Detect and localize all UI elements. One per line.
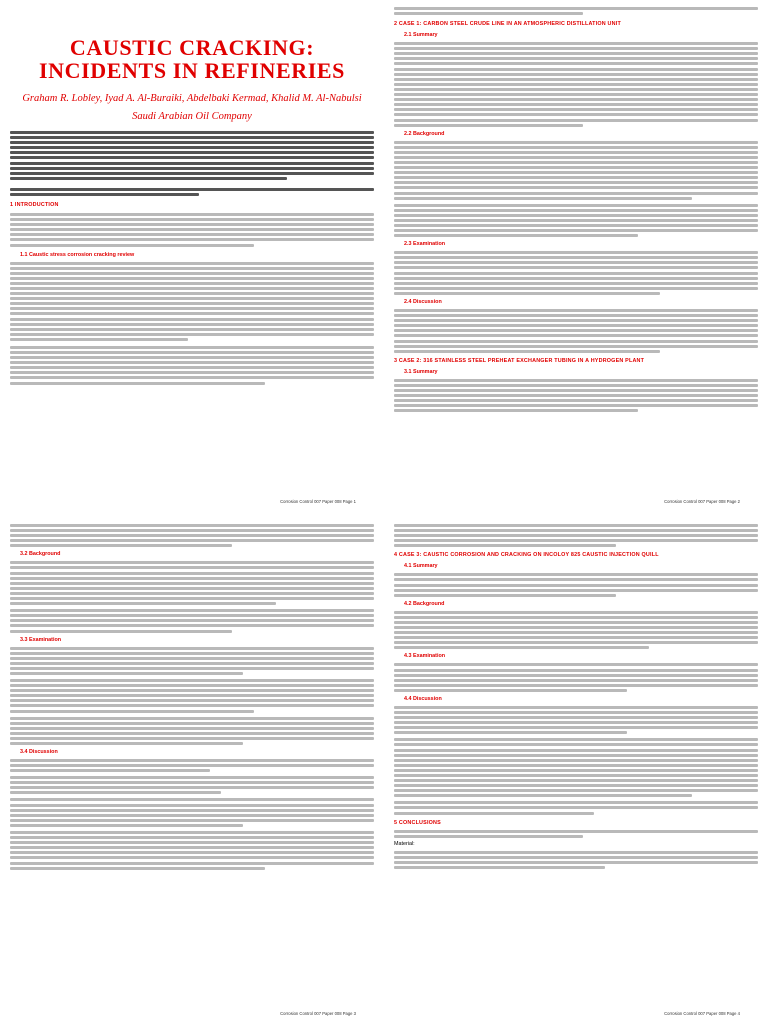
text-line (394, 181, 758, 184)
body-paragraph (394, 7, 758, 15)
text-line (10, 361, 374, 364)
text-line (394, 584, 758, 587)
text-line (394, 78, 758, 81)
text-line (10, 188, 374, 191)
text-line (10, 624, 374, 627)
subsection-heading: 3.2 Background (20, 551, 61, 558)
text-line (394, 57, 758, 60)
text-line (394, 68, 758, 71)
body-paragraph (394, 251, 758, 295)
text-line (394, 282, 758, 285)
text-line (394, 384, 758, 387)
text-line (394, 324, 758, 327)
text-line (10, 587, 374, 590)
text-line (10, 218, 374, 221)
keywords-paragraph (10, 188, 374, 196)
text-line (10, 856, 374, 859)
text-line (10, 292, 374, 295)
text-line (10, 539, 374, 542)
subsection-heading: 4.2 Background (404, 600, 445, 607)
text-line (394, 616, 758, 619)
text-line (10, 307, 374, 310)
text-line (10, 351, 374, 354)
text-line (10, 318, 374, 321)
text-line (10, 759, 374, 762)
text-line (394, 721, 758, 724)
text-line (394, 830, 758, 833)
body-paragraph (394, 309, 758, 353)
subsection-heading: 4.3 Examination (404, 653, 446, 660)
section-heading: 2 CASE 1: CARBON STEEL CRUDE LINE IN AN ATMOSPHERIC DISTILLATION UNIT (394, 21, 621, 28)
text-line (394, 314, 758, 317)
text-line (10, 727, 374, 730)
body-paragraph (10, 776, 374, 794)
text-line (10, 836, 374, 839)
text-line (10, 704, 374, 707)
text-line (10, 213, 374, 216)
text-line (10, 804, 374, 807)
text-line (394, 801, 758, 804)
body-paragraph (10, 831, 374, 870)
text-line (394, 214, 758, 217)
text-line (10, 141, 374, 144)
body-paragraph (10, 609, 374, 632)
text-line (394, 329, 758, 332)
text-line (394, 83, 758, 86)
text-line (394, 626, 758, 629)
text-line (394, 641, 758, 644)
section-heading: 3 CASE 2: 316 STAINLESS STEEL PREHEAT EXCHANGER TUBING IN A HYDROGEN PLANT (394, 357, 645, 364)
text-line (10, 851, 374, 854)
section-heading: 4 CASE 3: CAUSTIC CORROSION AND CRACKING ON INCOLOY 825 CAUSTIC INJECTION QUILL (394, 552, 659, 559)
body-paragraph (10, 262, 374, 341)
text-line (394, 42, 758, 45)
subsection-heading: 1.1 Caustic stress corrosion cracking review (20, 251, 135, 258)
text-line (394, 754, 758, 757)
text-line (10, 312, 374, 315)
text-line (394, 156, 758, 159)
text-line (10, 577, 374, 580)
text-line (394, 674, 758, 677)
text-line (394, 684, 758, 687)
text-line (394, 404, 758, 407)
subsection-heading: 2.4 Discussion (404, 298, 442, 305)
title-line-1: CAUSTIC CRACKING: (69, 35, 315, 60)
text-line (394, 88, 758, 91)
title-line-2: INCIDENTS IN REFINERIES (39, 58, 345, 83)
body-paragraph (10, 524, 374, 547)
text-line (394, 98, 758, 101)
text-line (394, 631, 758, 634)
body-paragraph (10, 717, 374, 745)
text-line (10, 272, 374, 275)
text-line (394, 806, 758, 809)
text-line (10, 592, 374, 595)
text-line (10, 647, 374, 650)
text-line (394, 534, 758, 537)
text-line (10, 297, 374, 300)
text-line (10, 346, 374, 349)
page-1 (10, 4, 374, 510)
text-line (394, 151, 758, 154)
text-line (394, 743, 758, 746)
text-line (394, 529, 758, 532)
section-heading: 5 CONCLUSIONS (394, 819, 441, 826)
text-line (394, 47, 758, 50)
text-line (394, 52, 758, 55)
text-line (394, 389, 758, 392)
author-list: Graham R. Lobley, Iyad A. Al-Buraiki, Abdelbaki Kermad, Khalid M. Al-Nabulsi (22, 93, 362, 104)
text-line (10, 131, 374, 134)
text-line (394, 866, 605, 869)
text-line (394, 759, 758, 762)
text-line (10, 684, 374, 687)
text-line (394, 345, 758, 348)
text-line (394, 266, 758, 269)
text-line (10, 776, 374, 779)
text-line (10, 619, 374, 622)
text-line (10, 376, 374, 379)
subsection-heading: 2.3 Examination (404, 241, 446, 248)
text-line (394, 726, 758, 729)
text-line (10, 722, 374, 725)
body-paragraph (394, 851, 758, 869)
text-line (10, 831, 374, 834)
body-paragraph (394, 611, 758, 650)
text-line (10, 534, 374, 537)
text-line (394, 287, 758, 290)
text-line (394, 93, 758, 96)
text-line (10, 737, 374, 740)
text-line (394, 749, 758, 752)
text-line (10, 172, 374, 175)
text-line (10, 146, 374, 149)
text-line (394, 340, 758, 343)
text-line (394, 711, 758, 714)
text-line (394, 309, 758, 312)
text-line (10, 862, 374, 865)
body-paragraph (394, 524, 758, 547)
page-2 (394, 4, 758, 510)
text-line (10, 328, 374, 331)
page-footer: Corrosion Control 007 Paper 008 Page 3 (280, 1011, 356, 1016)
text-line (10, 287, 374, 290)
text-line (394, 524, 758, 527)
text-line (394, 669, 758, 672)
subsection-heading: 3.4 Discussion (20, 749, 58, 755)
body-paragraph (10, 679, 374, 713)
text-line (10, 162, 374, 165)
text-line (394, 119, 758, 122)
text-line (10, 609, 374, 612)
text-line (394, 738, 758, 741)
text-line (10, 136, 374, 139)
text-line (394, 62, 758, 65)
text-line (10, 302, 374, 305)
text-line (10, 694, 374, 697)
body-paragraph (394, 706, 758, 734)
text-line (10, 679, 374, 682)
text-line (10, 277, 374, 280)
text-line (10, 524, 374, 527)
text-line (394, 166, 758, 169)
text-line (394, 319, 758, 322)
text-line (10, 167, 374, 170)
text-line (394, 141, 758, 144)
subsection-heading: 2.1 Summary (404, 32, 438, 39)
text-line (394, 861, 758, 864)
text-line (10, 699, 374, 702)
page-footer: Corrosion Control 007 Paper 008 Page 4 (664, 1011, 740, 1016)
text-line (394, 851, 758, 854)
text-line (10, 781, 374, 784)
text-line (394, 589, 758, 592)
text-line (394, 103, 758, 106)
body-paragraph (10, 759, 374, 772)
text-line (10, 267, 374, 270)
text-line (10, 689, 374, 692)
text-line (10, 233, 374, 236)
text-line (394, 636, 758, 639)
text-line (394, 171, 758, 174)
text-line (10, 356, 374, 359)
paper-title (10, 36, 374, 82)
text-line (394, 764, 758, 767)
text-line (10, 238, 374, 241)
body-paragraph (394, 204, 758, 238)
text-line (10, 786, 374, 789)
text-line (394, 663, 758, 666)
text-line (394, 779, 758, 782)
text-line (10, 597, 374, 600)
text-line (10, 371, 374, 374)
subsection-heading: 2.2 Background (404, 130, 445, 137)
text-line (394, 229, 758, 232)
text-line (10, 717, 374, 720)
body-paragraph (394, 141, 758, 200)
body-paragraph (10, 561, 374, 605)
text-line (394, 73, 758, 76)
text-line (394, 774, 758, 777)
text-line (394, 176, 758, 179)
text-line (394, 7, 758, 10)
body-paragraph (10, 346, 374, 385)
text-line (10, 366, 374, 369)
text-line (394, 856, 758, 859)
text-line (10, 652, 374, 655)
text-line (394, 204, 758, 207)
body-paragraph (394, 738, 758, 797)
text-line (394, 261, 758, 264)
section-heading: 1 INTRODUCTION (10, 201, 59, 208)
text-line (10, 841, 374, 844)
text-line (10, 846, 374, 849)
text-line (394, 161, 758, 164)
text-line (394, 186, 758, 189)
text-line (10, 561, 374, 564)
text-line (10, 657, 374, 660)
page-footer: Corrosion Control 007 Paper 008 Page 1 (280, 499, 356, 504)
text-line (394, 146, 758, 149)
text-line (394, 108, 758, 111)
text-line (10, 764, 374, 767)
text-line (10, 382, 265, 385)
text-line (394, 399, 758, 402)
body-paragraph (394, 573, 758, 596)
text-line (394, 611, 758, 614)
text-line (10, 262, 374, 265)
text-line (394, 706, 758, 709)
text-line (394, 334, 758, 337)
text-line (394, 621, 758, 624)
text-line (394, 251, 758, 254)
text-line (10, 662, 374, 665)
text-line (394, 379, 758, 382)
text-line (394, 272, 758, 275)
subsection-heading: 4.1 Summary (404, 563, 438, 570)
text-line (394, 716, 758, 719)
subsection-heading: 3.3 Examination (20, 636, 62, 643)
body-paragraph (394, 830, 758, 838)
text-line (10, 582, 374, 585)
text-line (394, 256, 758, 259)
body-paragraph (10, 647, 374, 675)
subsection-heading: 3.1 Summary (404, 368, 438, 375)
text-line (394, 209, 758, 212)
text-line (394, 409, 638, 412)
text-line (10, 667, 374, 670)
text-line (394, 573, 758, 576)
text-line (10, 819, 374, 822)
body-paragraph (394, 663, 758, 691)
text-line (394, 113, 758, 116)
body-paragraph (10, 213, 374, 247)
text-line (10, 529, 374, 532)
text-line (10, 566, 374, 569)
summary-paragraph (10, 131, 374, 180)
subsection-heading: 4.4 Discussion (404, 695, 442, 702)
text-line (394, 394, 758, 397)
text-line (10, 323, 374, 326)
text-line (394, 219, 758, 222)
text-line (10, 156, 374, 159)
text-line (10, 572, 374, 575)
text-line (10, 809, 374, 812)
text-line (10, 228, 374, 231)
text-line (394, 224, 758, 227)
text-line (10, 867, 265, 870)
body-paragraph (394, 801, 758, 814)
text-line (394, 784, 758, 787)
text-line (10, 614, 374, 617)
text-line (10, 732, 374, 735)
text-line (10, 798, 374, 801)
page-3 (10, 516, 374, 1022)
page-footer: Corrosion Control 007 Paper 008 Page 2 (664, 499, 740, 504)
material-label: Material: (394, 840, 415, 847)
text-line (10, 282, 374, 285)
text-line (394, 578, 758, 581)
text-line (394, 679, 758, 682)
text-line (10, 814, 374, 817)
text-line (10, 151, 374, 154)
text-line (10, 223, 374, 226)
body-paragraph (10, 798, 374, 826)
body-paragraph (394, 379, 758, 413)
text-line (394, 789, 758, 792)
text-line (394, 539, 758, 542)
body-paragraph (394, 42, 758, 127)
text-line (394, 277, 758, 280)
text-line (394, 769, 758, 772)
affiliation: Saudi Arabian Oil Company (132, 111, 252, 122)
text-line (10, 333, 374, 336)
text-line (394, 192, 758, 195)
page-4 (394, 516, 758, 1022)
